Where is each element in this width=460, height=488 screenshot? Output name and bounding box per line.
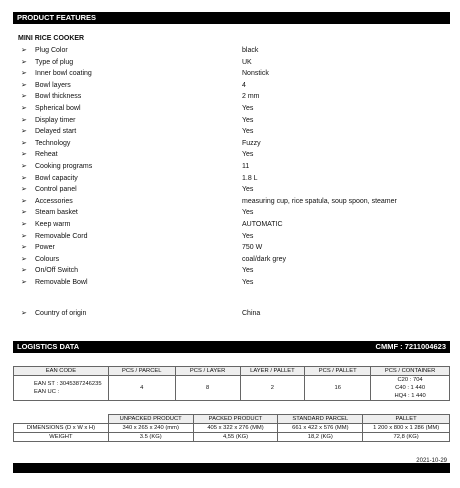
arrow-icon: ➢ xyxy=(21,151,27,159)
arrow-icon: ➢ xyxy=(21,244,27,252)
arrow-icon: ➢ xyxy=(21,267,27,275)
product-features-title: PRODUCT FEATURES xyxy=(17,13,97,22)
feature-value: Yes xyxy=(242,232,254,240)
logistics-header xyxy=(13,341,450,353)
feature-row xyxy=(0,254,460,266)
feature-value: UK xyxy=(242,58,252,66)
pcs-parcel: 4 xyxy=(108,376,175,401)
logistics-table xyxy=(13,366,450,401)
weight-row xyxy=(14,433,450,442)
feature-row xyxy=(0,80,460,92)
feature-label: Removable Bowl xyxy=(35,279,88,286)
logistics-table-row xyxy=(14,376,450,401)
feature-row xyxy=(0,126,460,138)
arrow-icon: ➢ xyxy=(21,197,27,205)
footer-bar xyxy=(13,463,450,473)
feature-label: Technology xyxy=(35,139,71,147)
feature-value: Fuzzy xyxy=(242,139,261,147)
feature-value: black xyxy=(242,47,259,54)
feature-row xyxy=(0,207,460,219)
feature-label: Bowl layers xyxy=(35,81,71,89)
feature-value: AUTOMATIC xyxy=(242,221,283,228)
arrow-icon: ➢ xyxy=(21,116,27,124)
feature-row xyxy=(0,68,460,80)
table-cell: 18,2 (KG) xyxy=(278,433,363,442)
arrow-icon: ➢ xyxy=(21,58,27,66)
table-cell: 72,8 (KG) xyxy=(363,433,450,442)
header-cell: LAYER / PALLET xyxy=(240,367,305,376)
header-cell: PACKED PRODUCT xyxy=(193,415,278,424)
pcs-layer: 8 xyxy=(175,376,240,401)
feature-label: Bowl thickness xyxy=(35,93,82,101)
arrow-icon: ➢ xyxy=(21,47,27,54)
row-label: DIMENSIONS (D x W x H) xyxy=(14,424,109,433)
arrow-icon: ➢ xyxy=(21,128,27,136)
table-cell: 1 200 x 800 x 1 286 (MM) xyxy=(363,424,450,433)
origin-value: China xyxy=(242,310,261,317)
header-cell: PCS / PALLET xyxy=(305,367,371,376)
feature-row xyxy=(0,45,460,57)
feature-label: Type of plug xyxy=(35,58,74,66)
dimensions-table-header xyxy=(14,415,450,424)
arrow-icon: ➢ xyxy=(21,163,27,170)
arrow-icon: ➢ xyxy=(21,209,27,217)
feature-row xyxy=(0,231,460,243)
feature-label: On/Off Switch xyxy=(35,267,79,275)
logistics-title: LOGISTICS DATA xyxy=(17,342,80,351)
table-cell: 405 x 322 x 276 (MM) xyxy=(193,424,278,433)
feature-value: coal/dark grey xyxy=(242,255,286,263)
feature-value: Yes xyxy=(242,105,254,112)
feature-label: Delayed start xyxy=(35,128,77,136)
arrow-icon: ➢ xyxy=(21,255,27,263)
feature-row xyxy=(0,103,460,115)
feature-value: Yes xyxy=(242,116,254,124)
container-c20: C20 : 704 xyxy=(397,377,423,383)
feature-row xyxy=(0,138,460,150)
feature-label: Spherical bowl xyxy=(35,105,81,112)
feature-row xyxy=(0,161,460,173)
arrow-icon: ➢ xyxy=(21,139,27,147)
feature-value: Yes xyxy=(242,186,254,194)
feature-label: Reheat xyxy=(35,151,58,159)
feature-label: Inner bowl coating xyxy=(35,70,92,78)
feature-value: Yes xyxy=(242,128,254,136)
ean-st: EAN ST : 3045387246235 xyxy=(34,381,102,387)
arrow-icon: ➢ xyxy=(21,186,27,194)
feature-row xyxy=(0,242,460,254)
feature-label: Colours xyxy=(35,255,60,263)
feature-row xyxy=(0,149,460,161)
feature-value: 750 W xyxy=(242,244,263,252)
product-features-header xyxy=(13,12,450,24)
pcs-container xyxy=(371,376,450,401)
row-label: WEIGHT xyxy=(14,433,109,442)
dimensions-table xyxy=(13,414,450,442)
feature-label: Control panel xyxy=(35,186,77,194)
table-cell: 4,55 (KG) xyxy=(193,433,278,442)
feature-label: Power xyxy=(35,244,55,252)
header-cell: STANDARD PARCEL xyxy=(278,415,363,424)
dimensions-row xyxy=(14,424,450,433)
header-cell xyxy=(14,415,109,424)
ean-uc: EAN UC : xyxy=(34,389,60,395)
feature-row xyxy=(0,57,460,69)
arrow-icon: ➢ xyxy=(21,70,27,78)
feature-row xyxy=(0,277,460,289)
logistics-table-header xyxy=(14,367,450,376)
header-cell: PCS / CONTAINER xyxy=(371,367,450,376)
feature-value: 11 xyxy=(242,163,250,170)
feature-row xyxy=(0,184,460,196)
feature-label: Keep warm xyxy=(35,221,71,228)
feature-label: Plug Color xyxy=(35,47,68,54)
arrow-icon: ➢ xyxy=(21,81,27,89)
cmmf-code: CMMF : 7211004623 xyxy=(375,342,446,351)
arrow-icon: ➢ xyxy=(21,221,27,228)
feature-row xyxy=(0,265,460,277)
feature-row xyxy=(0,196,460,208)
table-cell: 661 x 422 x 576 (MM) xyxy=(278,424,363,433)
feature-value: Yes xyxy=(242,151,254,159)
feature-label: Removable Cord xyxy=(35,232,88,240)
feature-value: Yes xyxy=(242,279,254,286)
layer-pallet: 2 xyxy=(240,376,305,401)
header-cell: EAN CODE xyxy=(14,367,109,376)
product-name: MINI RICE COOKER xyxy=(18,35,85,42)
arrow-icon: ➢ xyxy=(21,310,27,317)
document-date: 2021-10-29 xyxy=(416,458,447,464)
arrow-icon: ➢ xyxy=(21,105,27,112)
arrow-icon: ➢ xyxy=(21,174,27,182)
feature-label: Steam basket xyxy=(35,209,78,217)
container-c40: C40 : 1 440 xyxy=(395,385,426,391)
feature-label: Bowl capacity xyxy=(35,174,78,182)
feature-row xyxy=(0,115,460,127)
origin-row xyxy=(0,308,460,320)
header-cell: PCS / PARCEL xyxy=(108,367,175,376)
table-cell: 3.5 (KG) xyxy=(108,433,193,442)
table-cell: 340 x 265 x 240 (mm) xyxy=(108,424,193,433)
header-cell: UNPACKED PRODUCT xyxy=(108,415,193,424)
feature-row xyxy=(0,173,460,185)
arrow-icon: ➢ xyxy=(21,232,27,240)
arrow-icon: ➢ xyxy=(21,279,27,286)
feature-label: Cooking programs xyxy=(35,163,93,170)
arrow-icon: ➢ xyxy=(21,93,27,101)
feature-label: Accessories xyxy=(35,197,73,205)
feature-row xyxy=(0,219,460,231)
pcs-pallet: 16 xyxy=(305,376,371,401)
header-cell: PALLET xyxy=(363,415,450,424)
feature-value: measuring cup, rice spatula, soup spoon, steamer xyxy=(242,197,397,205)
feature-value: 1.8 L xyxy=(242,174,258,182)
header-cell: PCS / LAYER xyxy=(175,367,240,376)
feature-value: 4 xyxy=(242,81,246,89)
ean-cell xyxy=(14,376,109,401)
feature-label: Display timer xyxy=(35,116,76,124)
feature-value: 2 mm xyxy=(242,93,260,101)
container-hq4: HQ4 : 1 440 xyxy=(394,393,426,399)
origin-label: Country of origin xyxy=(35,310,87,317)
feature-value: Nonstick xyxy=(242,70,269,78)
feature-value: Yes xyxy=(242,209,254,217)
feature-value: Yes xyxy=(242,267,254,275)
feature-row xyxy=(0,91,460,103)
